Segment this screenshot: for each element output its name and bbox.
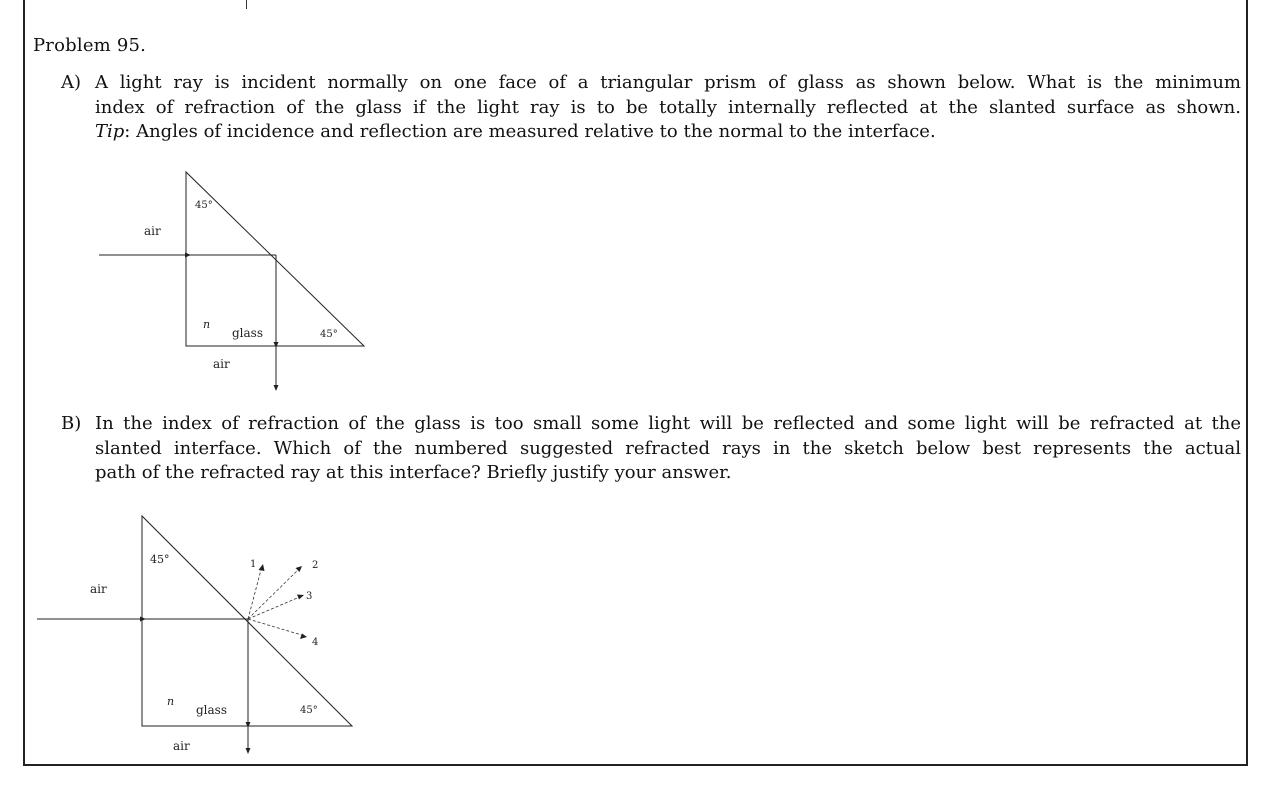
ray-label-4: 4 [312, 637, 319, 648]
suggested-ray-4 [248, 619, 305, 636]
ray-label-2: 2 [312, 560, 319, 571]
fig-b-air-left: air [90, 582, 107, 596]
fig-b-glass-label: glass [196, 703, 227, 717]
tip-text: : Angles of incidence and reflection are measured relative to the normal to the interface. [124, 121, 936, 142]
arrowhead-b-mid [246, 722, 251, 728]
part-b-line-3: path of the refracted ray at this interface? Briefly justify your answer. [95, 462, 732, 483]
arrowhead-b-incident [140, 617, 146, 622]
arrowhead-b-exit [246, 748, 251, 754]
arrowhead-ray-3 [297, 595, 304, 600]
part-a-line-1: A light ray is incident normally on one face of a triangular prism of glass as shown below. What is the minimum [95, 72, 1241, 93]
suggested-ray-1 [248, 566, 262, 619]
fig-b-air-bottom: air [173, 739, 190, 753]
fig-a-air-left: air [144, 224, 161, 238]
fig-a-air-bottom: air [213, 357, 230, 371]
fig-a-n-label: n [203, 318, 211, 331]
fig-b-n-label: n [167, 695, 175, 708]
fig-a-angle-top: 45° [195, 200, 213, 211]
problem-title: Problem 95. [33, 35, 147, 56]
part-a-label: A) [61, 72, 82, 93]
arrowhead-ray-2 [296, 566, 303, 572]
ray-label-1: 1 [250, 559, 257, 570]
fig-a-angle-right: 45° [320, 329, 338, 340]
fig-a-glass-label: glass [232, 326, 263, 340]
ray-label-3: 3 [306, 591, 313, 602]
part-b-label: B) [61, 413, 82, 434]
fig-b-angle-top: 45° [150, 553, 170, 566]
suggested-ray-3 [248, 596, 302, 619]
suggested-ray-2 [248, 568, 300, 619]
part-a-line-2: index of refraction of the glass if the light ray is to be totally internally reflected at the slanted surface as shown. [95, 96, 1241, 118]
tip-label: Tip [95, 121, 125, 142]
part-b-line-1: In the index of refraction of the glass is too small some light will be reflected and some light will be refracted at the [95, 413, 1241, 434]
arrowhead-ray-1 [259, 564, 265, 571]
part-b-line-2: slanted interface. Which of the numbered suggested refracted rays in the sketch below best represents the actual [95, 437, 1241, 459]
suggested-rays [248, 566, 305, 636]
fig-b-angle-right: 45° [300, 705, 318, 716]
arrowhead-ray-4 [300, 634, 307, 640]
